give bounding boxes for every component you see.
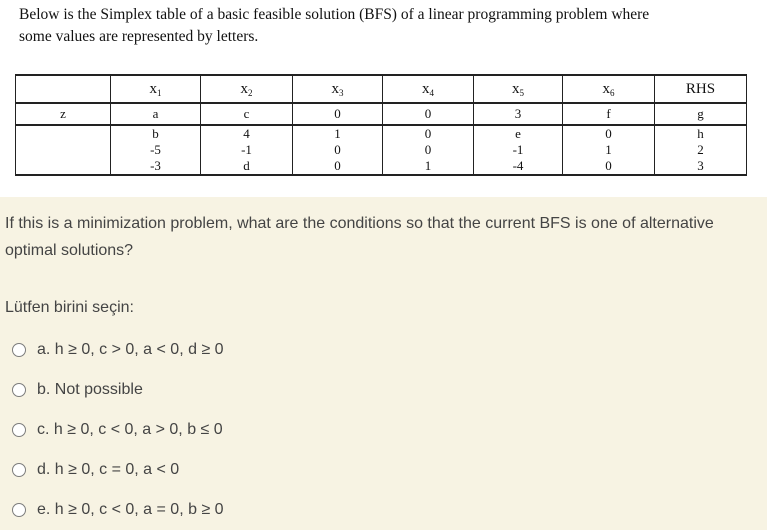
option-c[interactable] — [12, 410, 224, 450]
table-cell: -3 — [111, 158, 201, 175]
table-cell: d — [201, 158, 293, 175]
header-cell-basis — [16, 75, 111, 103]
table-header-row — [16, 75, 747, 103]
question-intro-line2: some values are represented by letters. — [19, 28, 259, 45]
table-cell: 3 — [655, 158, 747, 175]
header-cell-x6: $x_6$ — [563, 75, 655, 103]
followup-question: If this is a minimization problem, what are the conditions so that the current BFS is one of alternative optimal solutions? — [5, 215, 714, 259]
radio-button[interactable] — [12, 383, 26, 397]
option-b[interactable] — [12, 370, 224, 410]
table-row — [16, 158, 747, 175]
table-cell: h — [655, 125, 747, 142]
table-cell: z — [16, 103, 111, 125]
table-cell: e — [474, 125, 563, 142]
radio-button[interactable] — [12, 423, 26, 437]
option-label[interactable]: b. Not possible — [37, 381, 143, 398]
table-cell: 3 — [474, 103, 563, 125]
option-e[interactable] — [12, 490, 224, 530]
table-cell: c — [201, 103, 293, 125]
table-row — [16, 142, 747, 158]
header-cell-x5: $x_5$ — [474, 75, 563, 103]
table-cell: 0 — [293, 158, 383, 175]
radio-button[interactable] — [12, 343, 26, 357]
table-cell: 1 — [293, 125, 383, 142]
table-cell: 4 — [201, 125, 293, 142]
question-intro-line1: Below is the Simplex table of a basic feasible solution (BFS) of a linear programming problem where — [19, 6, 650, 23]
table-cell: -5 — [111, 142, 201, 158]
table-cell: b — [111, 125, 201, 142]
table-row — [16, 125, 747, 142]
table-cell: 0 — [563, 158, 655, 175]
table-cell: -1 — [474, 142, 563, 158]
option-label[interactable]: a. h ≥ 0, c > 0, a < 0, d ≥ 0 — [37, 341, 224, 358]
table-cell: g — [655, 103, 747, 125]
option-label[interactable]: c. h ≥ 0, c < 0, a > 0, b ≤ 0 — [37, 421, 223, 438]
table-cell: -1 — [201, 142, 293, 158]
table-cell: 0 — [293, 103, 383, 125]
table-cell: a — [111, 103, 201, 125]
simplex-table — [15, 74, 747, 176]
answer-options — [12, 330, 224, 530]
table-cell: 2 — [655, 142, 747, 158]
table-cell: 1 — [563, 142, 655, 158]
table-cell: 0 — [383, 103, 474, 125]
table-cell: 1 — [383, 158, 474, 175]
header-cell-x4: $x_4$ — [383, 75, 474, 103]
table-cell: -4 — [474, 158, 563, 175]
table-cell: f — [563, 103, 655, 125]
table-cell: 0 — [293, 142, 383, 158]
option-label[interactable]: d. h ≥ 0, c = 0, a < 0 — [37, 461, 180, 478]
header-cell-x2: $x_2$ — [201, 75, 293, 103]
option-a[interactable] — [12, 330, 224, 370]
header-cell-x3: $x_3$ — [293, 75, 383, 103]
question-text — [19, 4, 764, 48]
table-cell — [16, 142, 111, 158]
header-cell-rhs: RHS — [655, 75, 747, 103]
table-cell: 0 — [383, 142, 474, 158]
option-d[interactable] — [12, 450, 224, 490]
question-box — [0, 0, 767, 197]
table-cell — [16, 125, 111, 142]
table-cell — [16, 158, 111, 175]
option-label[interactable]: e. h ≥ 0, c < 0, a = 0, b ≥ 0 — [37, 501, 224, 518]
radio-button[interactable] — [12, 463, 26, 477]
table-cell: 0 — [383, 125, 474, 142]
header-cell-x1: $x_1$ — [111, 75, 201, 103]
z-row — [16, 103, 747, 125]
answer-prompt: Lütfen birini seçin: — [5, 299, 134, 316]
table-cell: 0 — [563, 125, 655, 142]
radio-button[interactable] — [12, 503, 26, 517]
